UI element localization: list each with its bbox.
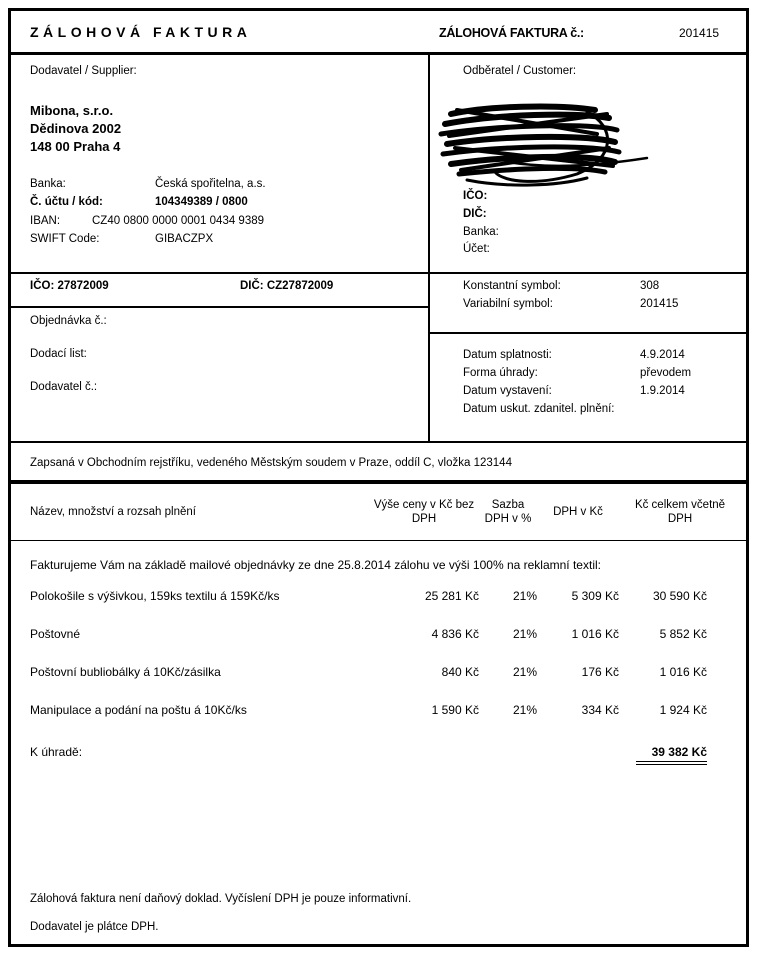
taxable-date-label: Datum uskut. zdanitel. plnění: (463, 403, 615, 415)
item-vat: 1 016 Kč (571, 627, 619, 641)
item-price: 25 281 Kč (424, 589, 479, 603)
delivery-note-label: Dodací list: (30, 348, 87, 360)
payment-method-value: převodem (640, 367, 692, 379)
grand-total-value: 39 382 Kč (636, 745, 707, 765)
total-row (30, 745, 727, 765)
supplier-street: Dědinova 2002 (30, 121, 122, 136)
items-table-header (11, 484, 746, 541)
invoice-title: ZÁLOHOVÁ FAKTURA (30, 24, 252, 40)
supplier-name: Mibona, s.r.o. (30, 103, 114, 118)
invoice-number: 201415 (679, 26, 720, 40)
item-row (30, 665, 727, 679)
item-vat: 334 Kč (581, 703, 619, 717)
item-rate: 21% (512, 627, 537, 641)
registration-strip-top-line (11, 441, 746, 443)
supplier-section-label: Dodavatel / Supplier: (30, 65, 137, 77)
supplier-iban-value: CZ40 0800 0000 0001 0434 9389 (92, 215, 265, 227)
supplier-account-row (30, 196, 248, 208)
column-header-price: Výše ceny v Kč bez DPH (373, 498, 475, 525)
supplier-bank-label: Banka: (30, 178, 66, 190)
supplier-bank-value: Česká spořitelna, a.s. (155, 178, 266, 190)
parties-section (11, 55, 746, 484)
supplier-swift-row (30, 233, 213, 245)
item-price: 1 590 Kč (431, 703, 479, 717)
item-vat: 176 Kč (581, 665, 619, 679)
due-date-value: 4.9.2014 (640, 349, 685, 361)
issue-date-value: 1.9.2014 (640, 385, 685, 397)
item-vat: 5 309 Kč (571, 589, 619, 603)
invoice-intro-text: Fakturujeme Vám na základě mailové objednávky ze dne 25.8.2014 zálohu ve výši 100% na reklamní textil: (30, 558, 601, 572)
item-name: Poštovné (30, 627, 81, 641)
total-label: K úhradě: (30, 745, 83, 759)
item-total: 30 590 Kč (652, 589, 707, 603)
supplier-swift-label: SWIFT Code: (30, 233, 100, 245)
item-rate: 21% (512, 665, 537, 679)
items-section (11, 484, 746, 937)
customer-dic-label: DIČ: (463, 208, 487, 220)
registration-note: Zapsaná v Obchodním rejstříku, vedeného Městským soudem v Praze, oddíl C, vložka 123144 (30, 457, 512, 469)
supplier-number-label: Dodavatel č.: (30, 381, 98, 393)
supplier-swift-value: GIBACZPX (155, 233, 214, 245)
supplier-account-label: Č. účtu / kód: (30, 196, 103, 208)
item-price: 4 836 Kč (431, 627, 479, 641)
customer-account-label: Účet: (463, 243, 490, 255)
supplier-address (30, 102, 121, 156)
payment-method-label: Forma úhrady: (463, 367, 538, 379)
customer-bank-label: Banka: (463, 226, 499, 238)
invoice-number-label: ZÁLOHOVÁ FAKTURA č.: (439, 26, 584, 40)
item-price: 840 Kč (441, 665, 479, 679)
item-row (30, 627, 727, 641)
variable-symbol-value: 201415 (640, 298, 679, 310)
due-date-label: Datum splatnosti: (463, 349, 552, 361)
column-header-total: Kč celkem včetně DPH (634, 498, 726, 525)
symbols-box-top-line (430, 272, 746, 274)
invoice-sheet (8, 8, 749, 947)
vat-payer-note: Dodavatel je plátce DPH. (30, 921, 159, 933)
item-total: 1 016 Kč (659, 665, 707, 679)
supplier-ico: IČO: 27872009 (30, 280, 109, 292)
supplier-bank-row (30, 178, 266, 190)
item-total: 1 924 Kč (659, 703, 707, 717)
ico-band-top-line (11, 272, 428, 274)
item-total: 5 852 Kč (659, 627, 707, 641)
constant-symbol-value: 308 (640, 280, 660, 292)
supplier-city: 148 00 Praha 4 (30, 139, 121, 154)
column-header-name: Název, množství a rozsah plnění (30, 505, 196, 518)
supplier-dic: DIČ: CZ27872009 (240, 280, 334, 292)
supplier-iban-label: IBAN: (30, 215, 61, 227)
column-divider (428, 55, 430, 441)
item-row (30, 589, 727, 603)
customer-ico-label: IČO: (463, 190, 488, 202)
order-number-label: Objednávka č.: (30, 315, 107, 327)
invoice-header (11, 11, 746, 55)
supplier-account-value: 104349389 / 0800 (155, 196, 248, 208)
symbols-box-bottom-line (430, 332, 746, 334)
ico-band-bottom-line (11, 306, 428, 308)
item-name: Polokošile s výšivkou, 159ks textilu á 159Kč/ks (30, 589, 280, 603)
variable-symbol-label: Variabilní symbol: (463, 298, 553, 310)
customer-section-label: Odběratel / Customer: (463, 65, 577, 77)
item-rate: 21% (512, 703, 537, 717)
disclaimer-note: Zálohová faktura není daňový doklad. Vyčíslení DPH je pouze informativní. (30, 893, 412, 905)
item-row (30, 703, 727, 717)
issue-date-label: Datum vystavení: (463, 385, 552, 397)
redaction-scribble (437, 100, 651, 192)
item-name: Manipulace a podání na poštu á 10Kč/ks (30, 703, 247, 717)
constant-symbol-label: Konstantní symbol: (463, 280, 561, 292)
item-name: Poštovní bubliobálky á 10Kč/zásilka (30, 665, 221, 679)
column-header-vat: DPH v Kč (553, 505, 603, 518)
item-rate: 21% (512, 589, 537, 603)
supplier-iban-row (30, 215, 264, 227)
column-header-rate: Sazba DPH v % (484, 498, 532, 525)
